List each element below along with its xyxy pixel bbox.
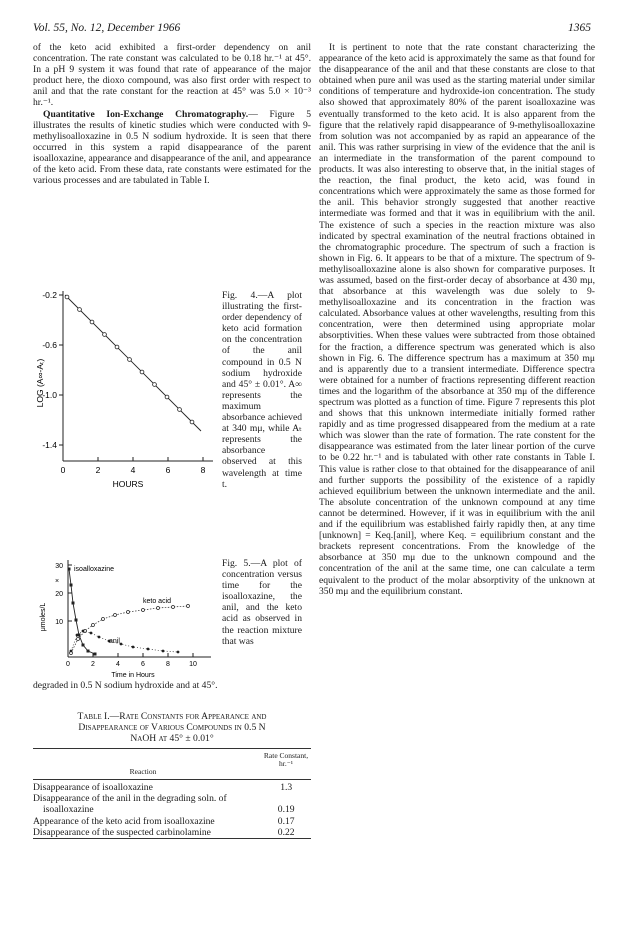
fig5-keto-point [127,611,130,614]
fig5-keto-acid-series [70,605,190,655]
table-row [33,793,311,815]
fig4-xlabel: HOURS [112,479,144,489]
fig5-label-isoalloxazine: isoalloxazine [74,566,115,573]
paragraph-rate-constants: of the keto acid exhibited a first-order dependency on anil concentration. The rate constant was calculated to be 0.18 hr.⁻¹ at 45°. In a pH 9 system it was found that rate of appearance of the major product here, the dioxo compound, was also first order with respect to anil and that the rate constant for the reaction at 45° was 5.0 × 10⁻³ hr.⁻¹. [33,42,311,109]
fig4-point [103,333,107,337]
table-1 [33,711,311,839]
fig5-keto-point [114,614,117,617]
table-bottom-rule [33,838,311,839]
fig4-point [165,395,169,399]
table-title-line1: Table I.—Rate Constants for Appearance and [77,711,267,722]
fig4-point [78,308,82,312]
table-cell-rate: 0.17 [277,815,295,827]
table-row [33,782,311,793]
fig5-ytick-label: 20 [55,591,63,598]
page-number: 1365 [568,22,591,34]
fig4-ytick-label: -1.4 [42,440,57,450]
fig4-xtick-label: 6 [165,465,171,475]
fig4-x-ticks [61,457,206,475]
fig4-point [178,408,182,412]
fig5-anil-line [71,631,178,652]
fig4-point [140,370,144,374]
fig4-ytick-label: -1.0 [42,390,57,400]
table-cell-reaction: Appearance of the keto acid from isoalloxazine [33,815,215,827]
fig4-ylabel: LOG (A∞-Aₜ) [35,358,45,408]
fig5-isoalloxazine-line [69,569,95,654]
fig4-point [153,383,157,387]
fig5-anil-point [177,651,180,654]
journal-header: Vol. 55, No. 12, December 1966 [33,22,181,34]
fig4-xtick-label: 8 [200,465,206,475]
paragraph-chromatography [33,109,311,187]
fig4-point [190,420,194,424]
fig4-xtick-label: 2 [95,465,101,475]
fig4-point [65,295,69,299]
fig5-ytick-label: 30 [55,563,63,570]
table-row [33,827,311,838]
table-body [33,780,311,837]
fig5-keto-point [77,638,80,641]
table-title [33,711,311,744]
fig5-xlabel: Time in Hours [111,672,155,679]
figure-5-caption: Fig. 5.—A plot of concentration versus time for the isoalloxazine, the anil, and the keto acid as observed in the reaction mixture that was [222,558,302,647]
right-column [319,42,595,597]
fig4-point [128,358,132,362]
section-heading: Quantitative Ion-Exchange Chromatography. [43,108,249,120]
fig5-keto-point [157,607,160,610]
fig5-anil-point [162,650,165,653]
table-cell-reaction: Disappearance of the suspected carbinolamine [33,826,211,838]
table-title-line3: NaOH at 45° ± 0.01° [130,733,214,745]
table-cell-rate: 0.19 [277,804,295,816]
table-cell-rate: 1.3 [280,782,293,794]
fig5-xtick-label: 10 [189,661,197,668]
fig5-anil-point [82,630,85,633]
fig4-point [90,320,94,324]
fig5-y-multiplier: × [55,578,60,585]
fig5-keto-point [187,605,190,608]
fig5-x-ticks [66,653,197,668]
fig5-isoalloxazine-point [70,584,73,587]
paragraph-discussion: It is pertinent to note that the rate constant characterizing the appearance of the keto acid is approximately the same as that found for the disappearance of the anil and that these constants are close to that obtained when pure anil was used as the starting material under similar conditions of temperature and hydroxide-ion concentration. The study also showed that approximately 80% of the parent isoalloxazine was eventually transformed to the keto acid. It is also apparent from the figure that the relatively rapid disappearance of 9-methylisoalloxazine from solution was not accompanied by as rapid an appearance of the anil. This was rather surprising in view of the evidence that the anil is an intermediate in the transformation of the parent compound to products. It was also interesting to observe that, in the initial stages of the reaction, the final product, the keto acid, was found in concentrations which were approximately the same as those formed for the anil. This behavior strongly suggested that another reactive intermediate was formed and that it was in equilibrium with the anil. The existence of such a species in the reaction mixture was also indicated by spectral examination of the neutral fractions obtained in the chromatographic procedure. The spectrum of such a fraction is shown in Fig. 6. It appears to be that of a mixture. The spectrum of 9-methylisoalloxazine alone is also shown for comparative purposes. It was assumed, based on the first-order decay of absorbance at 430 mμ, that absorbance at this wavelength was due solely to 9-methylisoalloxazine and its concentration in the fraction was calculated. Absorbance values at other wavelengths, resulting from this concentration, were then determined using appropriate molar absorptivities. When these values were subtracted from those obtained for the fraction, a difference spectrum was generated which is also shown in Fig. 6. The difference spectrum has a maximum at 350 mμ and is apparently due to a transient intermediate. Difference spectra were obtained for a number of fractions representing different reaction times and the logarithm of the absorbance at 350 mμ of the difference spectrum was plotted as a function of time. Figure 7 represents this plot and shows that this unknown intermediate initially formed rather rapidly and as time progressed disappeared from the medium at a rate which was slower than the rate of formation. The rate constent for the disappearance was estimated from the later linear portion of the curve to be 0.22 hr.⁻¹ and is tabulated with other rate constants in Table I. This value is rather close to that obtained for the disappearance of anil and further supports the possibility of the existence of a rapidly achieved equilibrium between the unknown intermediate and the anil. The absolute concentration of the unknown compound at any time cannot be determined. However, if it was in equilibrium with the anil and if the equilibrium was established fairly rapidly then, at any time [unknown] = Keq.[anil], where Keq. = equilibrium constant and the brackets represent concentrations. From the knowledge of the absorbance at 350 mμ due to the unknown compound and the concentration of the anil at the same time, one can calculate a term equivalent to the product of the molar absorptivity of the unknown at 350 mμ and the equilibrium constant. [319,42,595,597]
fig5-isoalloxazine-point [72,602,75,605]
fig4-ytick-label: -0.6 [42,340,57,350]
fig5-keto-point [172,606,175,609]
fig4-point [115,345,119,349]
column-header-rate: Rate Constant, hr.⁻¹ [263,751,309,769]
fig5-anil-point [132,646,135,649]
fig5-isoalloxazine-point [82,644,85,647]
table-header [33,749,311,779]
fig5-keto-point [142,609,145,612]
figure-5-plot [33,555,223,680]
table-cell-reaction: Disappearance of isoalloxazine [33,782,153,794]
figure-5-caption-tail: degraded in 0.5 N sodium hydroxide and at 45°. [33,680,218,691]
fig5-isoalloxazine-point [68,568,71,571]
fig5-label-keto: keto acid [143,598,172,605]
fig5-anil-point [90,632,93,635]
fig5-isoalloxazine-point [87,650,90,653]
left-column [33,42,311,186]
fig5-isoalloxazine-point [75,619,78,622]
fig5-isoalloxazine-series [68,568,97,656]
fig5-anil-point [98,636,101,639]
table-title-line2: Disappearance of Various Compounds in 0.5 N [78,722,266,734]
fig5-anil-point [76,634,79,637]
fig4-xtick-label: 4 [130,465,136,475]
fig4-y-ticks [42,290,63,450]
fig5-xtick-label: 2 [91,661,95,668]
fig5-ylabel: μmoles/L [40,602,47,632]
fig5-anil-point [120,643,123,646]
fig5-xtick-label: 8 [166,661,170,668]
fig5-anil-series [70,630,180,654]
fig5-anil-point [147,648,150,651]
fig4-ytick-label: -0.2 [42,290,57,300]
fig4-xtick-label: 0 [60,465,66,475]
fig5-keto-point [92,624,95,627]
paragraph-chromatography-text: — Figure 5 illustrates the results of kinetic studies which were conducted with 9-methylisoalloxazine in 0.5 N sodium hydroxide. It is seen that there occurred in this system a rapid disappearance of the parent isoalloxazine, appearance and disappearance of the anil, and appearance of the keto acid. From these data, rate constants were estimated for the various processes and are tabulated in Table I. [33,108,311,187]
fig5-xtick-label: 0 [66,661,70,668]
table-cell-rate: 0.22 [277,826,295,838]
fig5-keto-point [102,618,105,621]
fig5-xtick-label: 6 [141,661,145,668]
fig5-xtick-label: 4 [116,661,120,668]
fig5-anil-point [70,650,73,653]
fig5-label-anil: anil [109,638,120,645]
table-cell-reaction: Disappearance of the anil in the degrading soln. of isoalloxazine [33,793,227,816]
figure-4-plot [33,283,223,493]
figure-4-caption: Fig. 4.—A plot illustrating the first-order dependency of keto acid formation on the concentration of the anil compound in 0.5 N sodium hydroxide and 45° ± 0.01°. A∞ represents the maximum absorbance achieved at 340 mμ, while Aₜ represents the absorbance observed at this wavelength at time t. [222,290,302,490]
fig5-isoalloxazine-point [94,653,97,656]
fig5-ytick-label: 10 [55,619,63,626]
column-header-reaction: Reaction [129,767,157,777]
table-row [33,816,311,827]
